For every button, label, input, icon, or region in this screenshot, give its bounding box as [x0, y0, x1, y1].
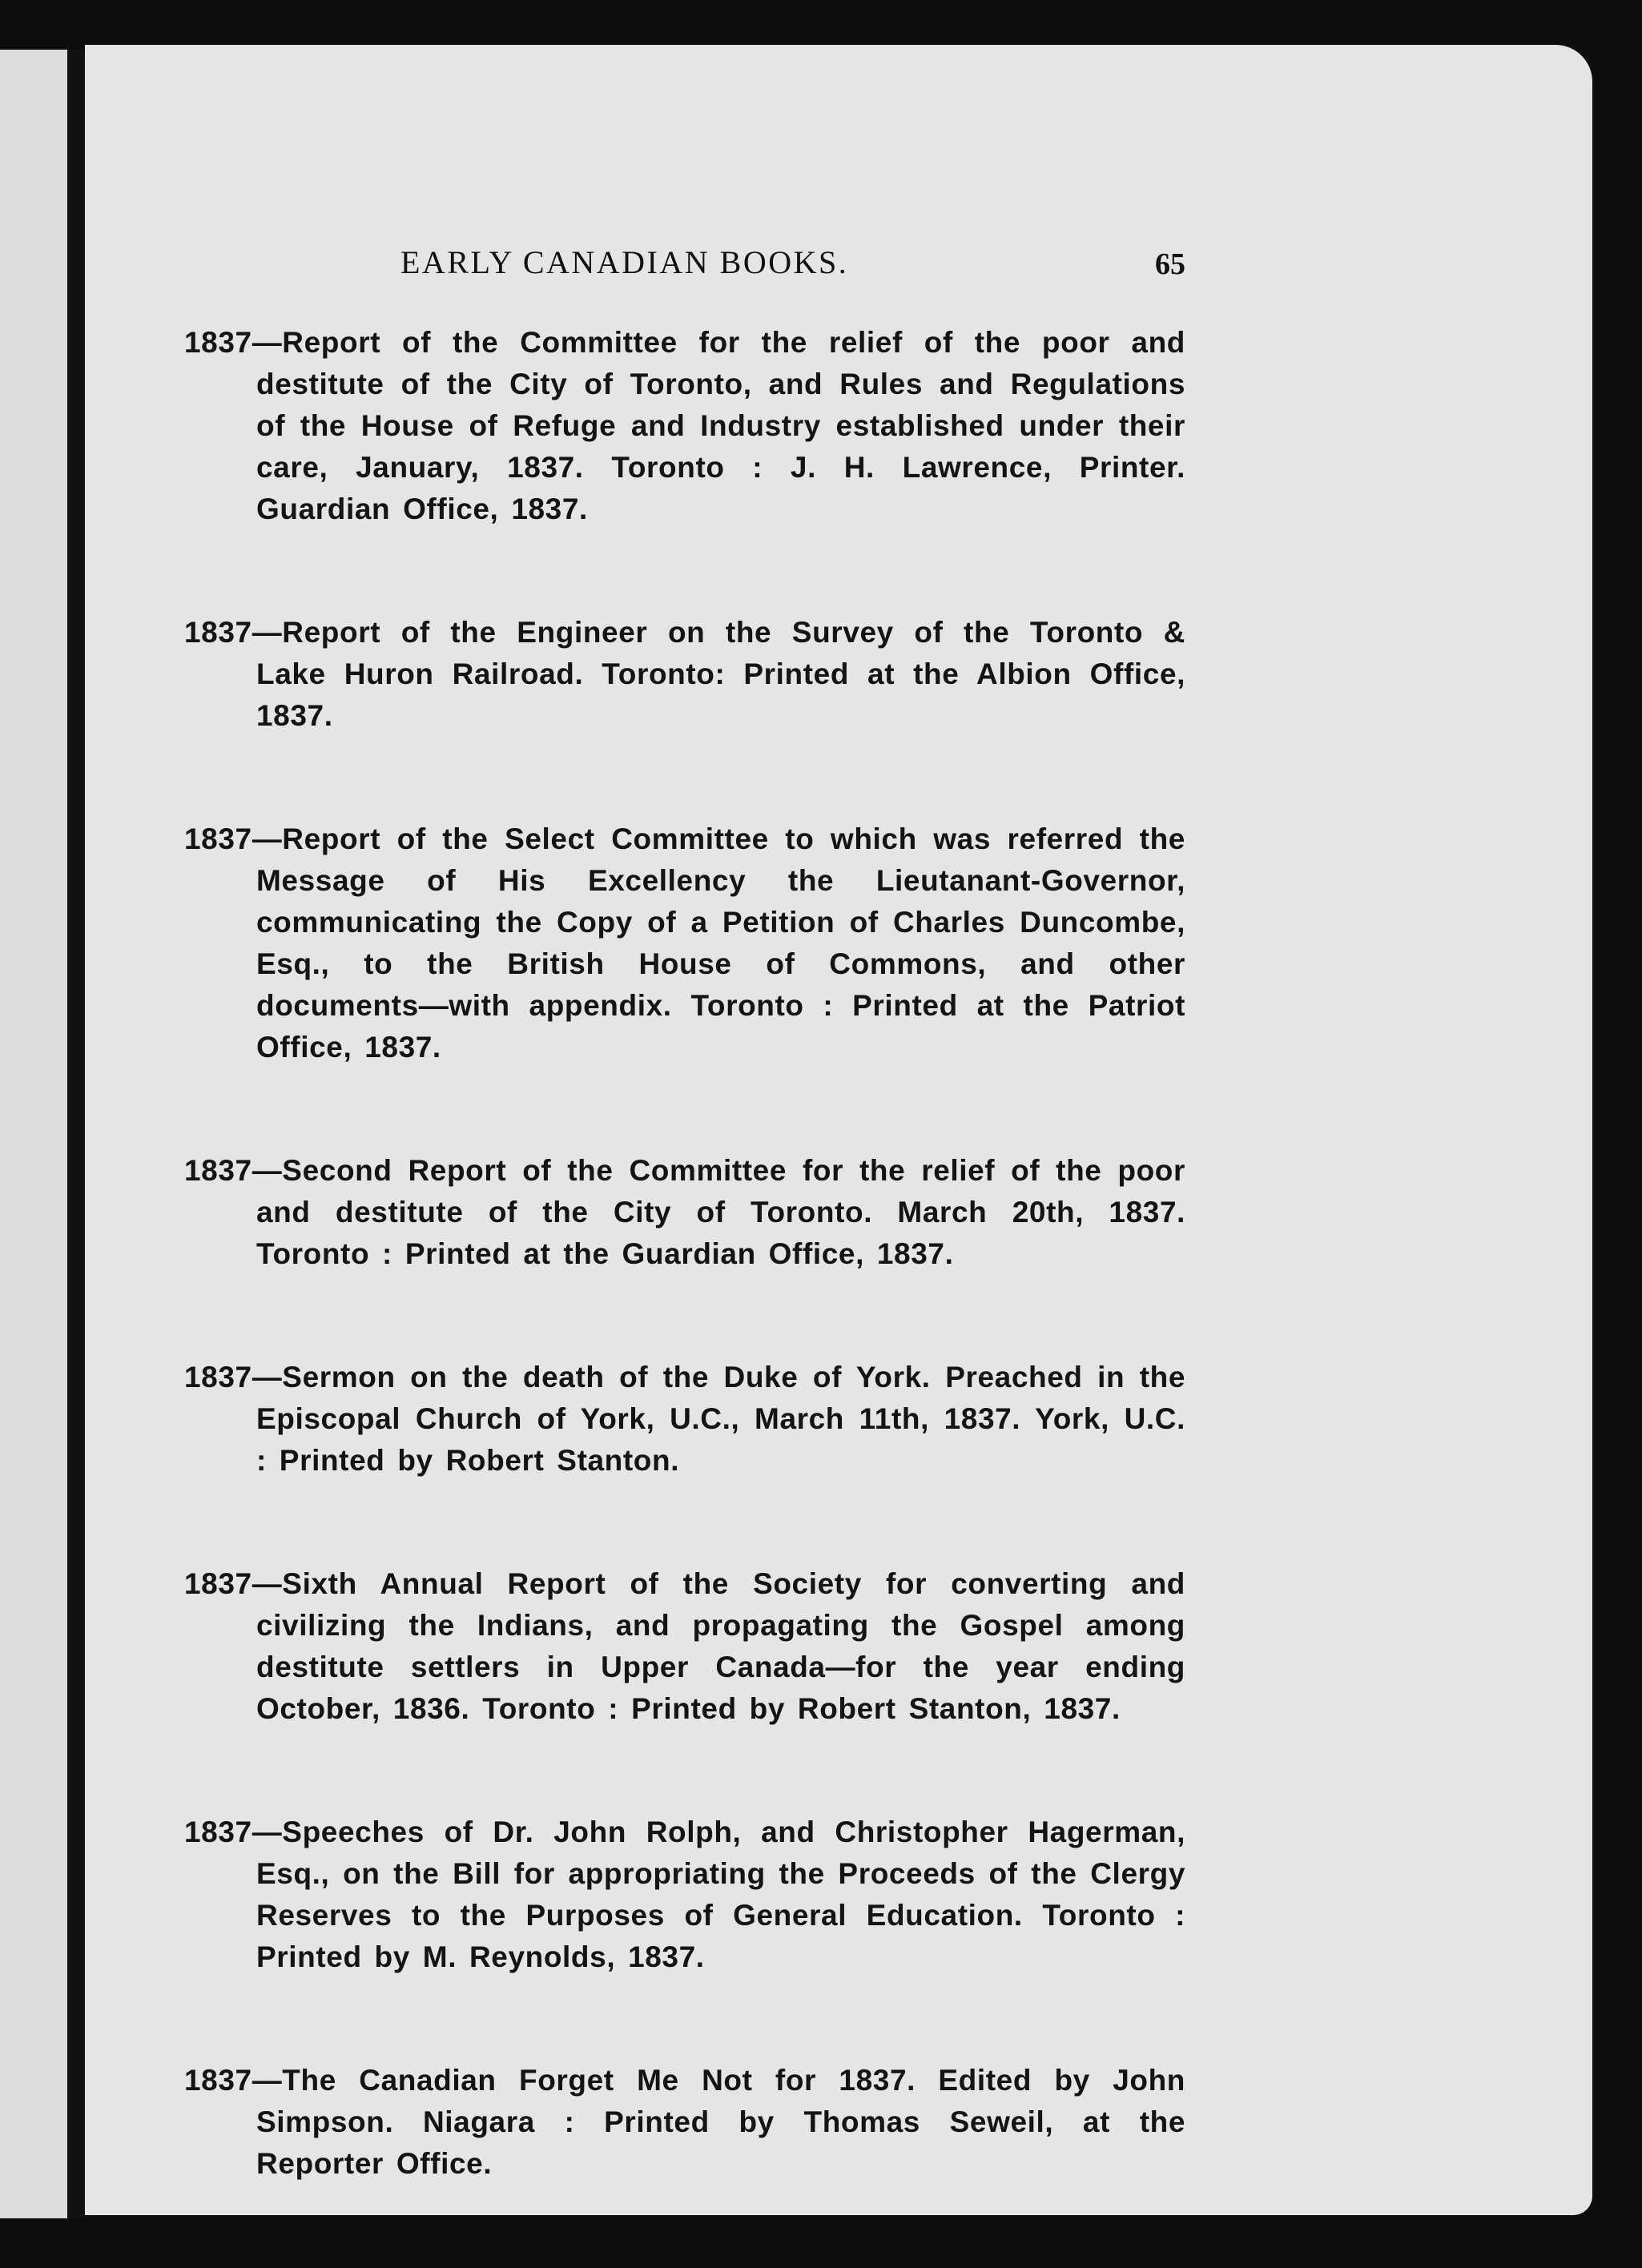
bibliography-list — [184, 322, 1185, 2185]
bibliography-entry: 1837—Second Report of the Committee for the relief of the poor and destitute of the City of Toronto. March 20th, 1837. Toronto : Printed at the Guardian Office, 1837. — [184, 1154, 1185, 1270]
bibliography-entry: 1837—Report of the Engineer on the Survey of the Toronto & Lake Huron Railroad. Toronto: Printed at the Albion Office, 1837. — [184, 616, 1185, 732]
bibliography-entry: 1837—Report of the Select Committee to which was referred the Message of His Excellency the Lieutanant-Governor, communicating the Copy of a Petition of Charles Duncombe, Esq., to the British House of Commons, and other documents—with appendix. Toronto : Printed at the Patriot Office, 1837. — [184, 822, 1185, 1064]
bibliography-entry: 1837—Sixth Annual Report of the Society for converting and civilizing the Indians, and propagating the Gospel among destitute settlers in Upper Canada—for the year ending October, 1836. Toronto : Printed by Robert Stanton, 1837. — [184, 1567, 1185, 1725]
page-number: 65 — [1155, 247, 1185, 281]
bibliography-entry: 1837—The Canadian Forget Me Not for 1837. Edited by John Simpson. Niagara : Printed by Thomas Seweil, at the Reporter Office. — [184, 2064, 1185, 2180]
bibliography-entry: 1837—Sermon on the death of the Duke of York. Preached in the Episcopal Church of York, U.C., March 11th, 1837. York, U.C. : Printed by Robert Stanton. — [184, 1361, 1185, 1477]
running-title: EARLY CANADIAN BOOKS. — [400, 244, 849, 280]
bibliography-entry: 1837—Report of the Committee for the relief of the poor and destitute of the City of Toronto, and Rules and Regulations of the House of Refuge and Industry established under their care, January, 1837. Toronto : J. H. Lawrence, Printer. Guardian Office, 1837. — [184, 326, 1185, 525]
book-gutter — [67, 50, 85, 2218]
facing-page-edge — [0, 50, 67, 2218]
bibliography-entry: 1837—Speeches of Dr. John Rolph, and Christopher Hagerman, Esq., on the Bill for appropriating the Proceeds of the Clergy Reserves to the Purposes of General Education. Toronto : Printed by M. Reynolds, 1837. — [184, 1816, 1185, 1973]
page-header — [400, 243, 1185, 292]
